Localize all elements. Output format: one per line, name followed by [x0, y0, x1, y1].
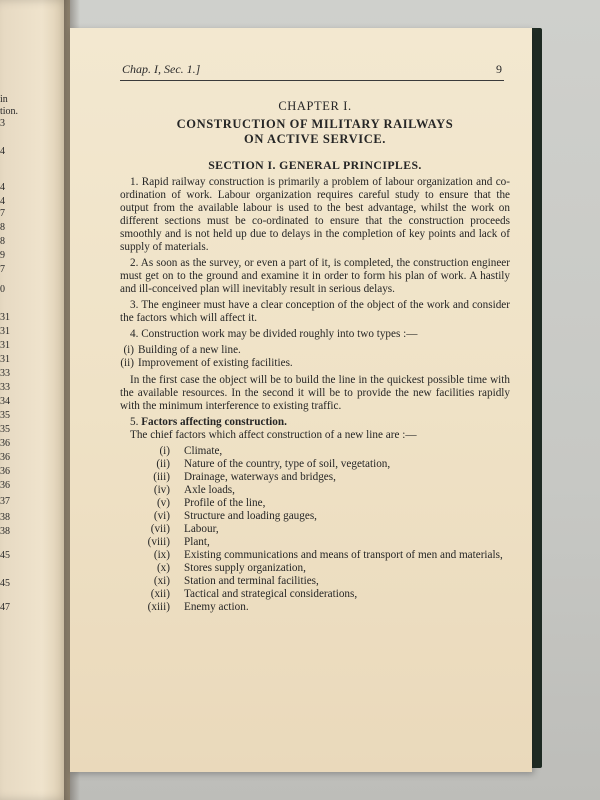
list-item-text: Nature of the country, type of soil, vegetation,: [184, 458, 391, 470]
list-item: [120, 357, 510, 370]
previous-page: [0, 0, 70, 800]
list-item-number: (xiii): [147, 601, 170, 613]
margin-number: 33: [0, 368, 10, 379]
margin-number: in: [0, 94, 8, 105]
margin-number: 4: [0, 146, 5, 157]
list-item: [120, 344, 510, 357]
list-item: [120, 536, 510, 549]
margin-number: 45: [0, 550, 10, 561]
paragraph-5-number: 5.: [130, 416, 139, 428]
list-item-text: Station and terminal facilities,: [184, 575, 319, 587]
chapter-title: [120, 117, 510, 147]
list-item-text: Enemy action.: [184, 601, 249, 613]
margin-number: tion.: [0, 106, 19, 117]
margin-number: 35: [0, 424, 10, 435]
header-rule: [120, 80, 504, 81]
construction-types-list: [120, 344, 510, 370]
section-title: SECTION I. GENERAL PRINCIPLES.: [208, 158, 422, 172]
list-item-number: (iii): [153, 471, 170, 483]
margin-number: 36: [0, 452, 10, 463]
chapter-title-line-2: ON ACTIVE SERVICE.: [244, 132, 386, 146]
margin-number: 36: [0, 480, 10, 491]
page-content: [120, 100, 510, 618]
list-item-text: Tactical and strategical considerations,: [184, 588, 358, 600]
margin-number: 9: [0, 250, 5, 261]
book-page: [70, 28, 532, 772]
paragraph-5-intro: The chief factors which affect construction of a new line are :—: [130, 429, 417, 441]
chapter-title-line-1: CONSTRUCTION OF MILITARY RAILWAYS: [176, 117, 454, 131]
list-item-number: (x): [156, 562, 170, 574]
list-item: [120, 588, 510, 601]
list-item-text: Building of a new line.: [138, 344, 241, 356]
list-item: [120, 549, 510, 562]
margin-number: 37: [0, 496, 10, 507]
list-item-text: Improvement of existing facilities.: [138, 357, 293, 369]
running-head: Chap. I, Sec. 1.]: [122, 62, 201, 76]
list-item-number: (xi): [153, 575, 170, 587]
paragraph-4-continued: In the first case the object will be to build the line in the quickest possible time with the available resources. In the second it will be to provide the new facilities rapidly with the minimum interference to existing traffic.: [120, 374, 510, 412]
margin-number: 47: [0, 602, 10, 613]
list-item: [120, 471, 510, 484]
construction-factors-list: [120, 445, 510, 614]
list-item-number: (i): [123, 344, 134, 356]
paragraph-5-heading-text: Factors affecting construction.: [141, 416, 287, 428]
list-item: [120, 575, 510, 588]
list-item-number: (iv): [153, 484, 170, 496]
list-item-number: (i): [159, 445, 170, 457]
paragraph-5-heading: [120, 416, 510, 429]
margin-number: 31: [0, 340, 10, 351]
list-item-number: (vii): [150, 523, 170, 535]
list-item-text: Drainage, waterways and bridges,: [184, 471, 336, 483]
list-item: [120, 510, 510, 523]
list-item-text: Axle loads,: [184, 484, 235, 496]
margin-number: 4: [0, 182, 5, 193]
list-item-text: Stores supply organization,: [184, 562, 306, 574]
paragraph-1: 1. Rapid railway construction is primarily a problem of labour organization and co-ordination of work. Labour organization requires careful study to ensure that the output from the available labour is used to the best advantage, whilst the work on different sections must be co-ordinated to ensure that the construction proceeds smoothly and is not held up due to delays in the completion of key points and lack of supply of materials.: [120, 176, 510, 253]
margin-number: 0: [0, 284, 5, 295]
list-item: [120, 497, 510, 510]
margin-number: 31: [0, 354, 10, 365]
list-item-text: Structure and loading gauges,: [184, 510, 317, 522]
paragraph-3: 3. The engineer must have a clear conception of the object of the work and consider the factors which will affect it.: [120, 299, 510, 324]
list-item-number: (ii): [156, 458, 170, 470]
paragraph-2: 2. As soon as the survey, or even a part of it, is completed, the construction engineer must get on to the ground and examine it in order to form his plan of work. A hastily and ill-conceived plan will inevitably result in serious delays.: [120, 257, 510, 295]
chapter-label: CHAPTER I.: [278, 99, 352, 113]
margin-number: 7: [0, 208, 5, 219]
list-item-number: (xii): [150, 588, 170, 600]
list-item: [120, 523, 510, 536]
margin-number: 31: [0, 312, 10, 323]
previous-page-margin-numbers: [0, 0, 60, 800]
list-item-text: Profile of the line,: [184, 497, 266, 509]
margin-number: 45: [0, 578, 10, 589]
margin-number: 3: [0, 118, 5, 129]
margin-number: 36: [0, 438, 10, 449]
list-item-number: (vi): [153, 510, 170, 522]
margin-number: 8: [0, 222, 5, 233]
margin-number: 8: [0, 236, 5, 247]
paragraph-4: 4. Construction work may be divided roughly into two types :—: [130, 328, 418, 340]
margin-number: 35: [0, 410, 10, 421]
list-item-text: Climate,: [184, 445, 223, 457]
list-item-text: Labour,: [184, 523, 219, 535]
margin-number: 31: [0, 326, 10, 337]
list-item: [120, 445, 510, 458]
margin-number: 36: [0, 466, 10, 477]
page-number: 9: [496, 62, 502, 76]
margin-number: 7: [0, 264, 5, 275]
list-item-number: (viii): [147, 536, 170, 548]
list-item-number: (ix): [153, 549, 170, 561]
list-item: [120, 484, 510, 497]
margin-number: 38: [0, 526, 10, 537]
list-item-text: Plant,: [184, 536, 210, 548]
margin-number: 38: [0, 512, 10, 523]
list-item-number: (ii): [120, 357, 134, 369]
list-item-number: (v): [156, 497, 170, 509]
margin-number: 34: [0, 396, 10, 407]
margin-number: 4: [0, 196, 5, 207]
list-item: [120, 562, 510, 575]
list-item: [120, 601, 510, 614]
list-item: [120, 458, 510, 471]
margin-number: 33: [0, 382, 10, 393]
list-item-text: Existing communications and means of transport of men and materials,: [184, 549, 503, 561]
